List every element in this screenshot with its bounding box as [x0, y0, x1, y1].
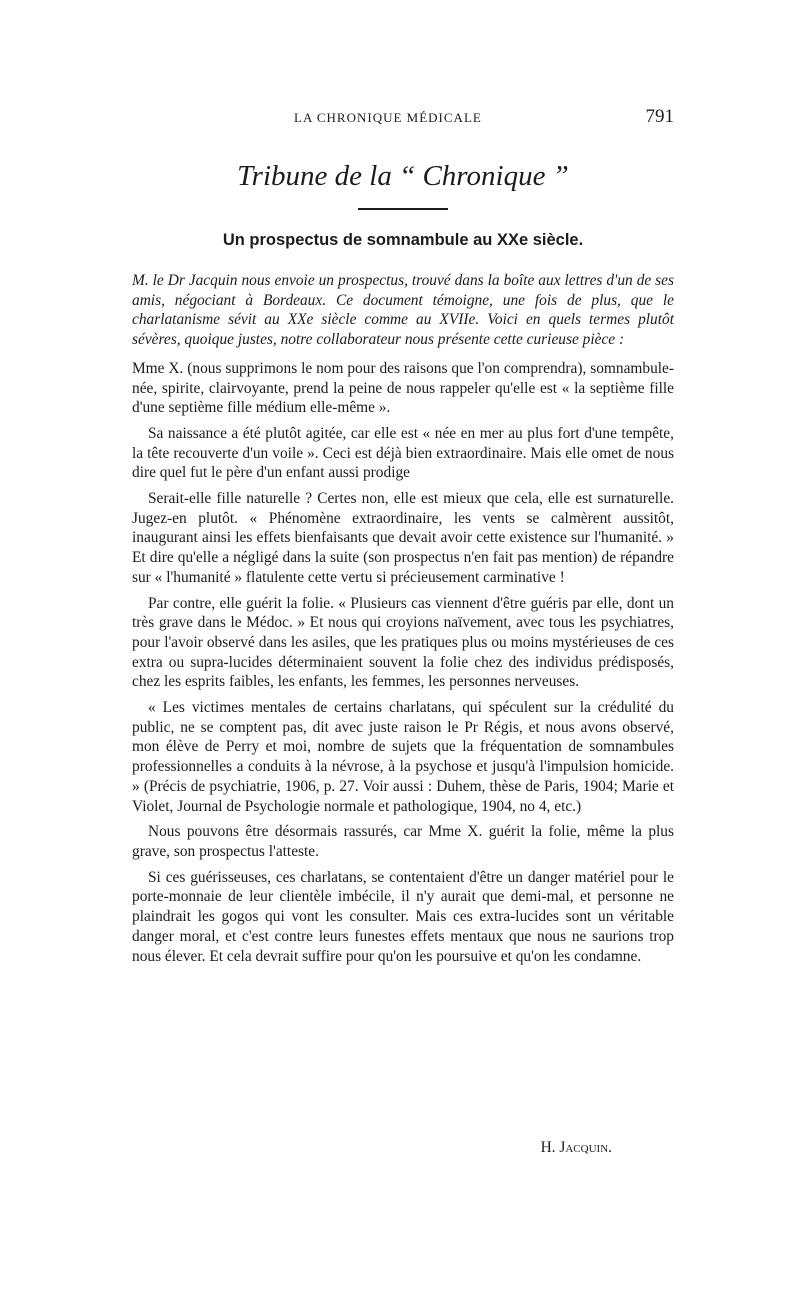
- title-divider: [358, 208, 448, 210]
- page-number: 791: [645, 106, 674, 127]
- journal-title: LA CHRONIQUE MÉDICALE: [294, 110, 482, 125]
- running-header: [132, 106, 674, 130]
- editorial-intro: M. le Dr Jacquin nous envoie un prospectus, trouvé dans la boîte aux lettres d'un de ses amis, négociant à Bordeaux. Ce document témoigne, une fois de plus, que le charlatanisme sévit au XXe siècle comme au XVIIe. Voici en quels termes plutôt sévères, quoique justes, notre collaborateur nous présente cette curieuse pièce :: [132, 272, 674, 349]
- body-paragraph-7: Si ces guérisseuses, ces charlatans, se contentaient d'être un danger matériel pour le porte-monnaie de leur clientèle imbécile, il n'y aurait que demi-mal, et personne ne plaindrait les gogos qui vont les consulter. Mais ces extra-lucides sont un véritable danger moral, et c'est contre leurs funestes effets mentaux que nous ne saurions trop nous élever. Et cela devrait suffire pour qu'on les poursuive et qu'on les condamne.: [132, 868, 674, 965]
- body-paragraph-2: Sa naissance a été plutôt agitée, car elle est « née en mer au plus fort d'une tempête, la tête recouverte d'un voile ». Ceci est déjà bien extraordinaire. Mais elle omet de nous dire quel fut le père d'un enfant aussi prodige: [132, 424, 674, 482]
- body-paragraph-4: Par contre, elle guérit la folie. « Plusieurs cas viennent d'être guéris par elle, dont un très grave dans le Médoc. » Et nous qui croyions naïvement, avec tous les psychiatres, pour l'avoir observé dans les asiles, que les pratiques plus ou moins mystérieuses de ces extra ou supra-lucides déterminaient souvent la folie chez des individus prédisposés, chez les esprits faibles, les enfants, les femmes, les personnes nerveuses.: [132, 594, 674, 691]
- document-page: [132, 0, 674, 1314]
- body-paragraph-6: Nous pouvons être désormais rassurés, car Mme X. guérit la folie, même la plus grave, son prospectus l'atteste.: [132, 823, 674, 860]
- article-title: Un prospectus de somnambule au XXe siècle.: [222, 231, 584, 249]
- body-paragraph-3: Serait-elle fille naturelle ? Certes non, elle est mieux que cela, elle est surnaturelle. Jugez-en plutôt. « Phénomène extraordinaire, les vents se calmèrent aussitôt, inaugurant ainsi les effets bienfaisants que devait avoir cette existence sur l'humanité. » Et dire qu'elle a négligé dans la suite (son prospectus n'en fait pas mention) de répandre sur « l'humanité » flatulente cette vertu si précieusement carminative !: [132, 490, 674, 586]
- author-signature: H. Jacquin.: [540, 1139, 612, 1156]
- body-paragraph-5: « Les victimes mentales de certains charlatans, qui spéculent sur la crédulité du public, ne se comptent pas, dit avec juste raison le Pr Régis, et nous avons observé, mon élève de Perry et moi, nombre de sujets que la fréquentation de somnambules professionnelles a conduits à la névrose, à la psychose et jusqu'à l'impulsion homicide. » (Précis de psychiatrie, 1906, p. 27. Voir aussi : Duhem, thèse de Paris, 1904; Marie et Violet, Journal de Psychologie normale et pathologique, 1904, no 4, etc.): [132, 699, 674, 815]
- article-body: [132, 271, 674, 972]
- section-title: Tribune de la “ Chronique ”: [237, 160, 569, 192]
- body-paragraph-1: Mme X. (nous supprimons le nom pour des raisons que l'on comprendra), somnambule-née, spirite, clairvoyante, prend la peine de nous rappeler qu'elle est « la septième fille d'une septième fille médium elle-même ».: [132, 359, 674, 417]
